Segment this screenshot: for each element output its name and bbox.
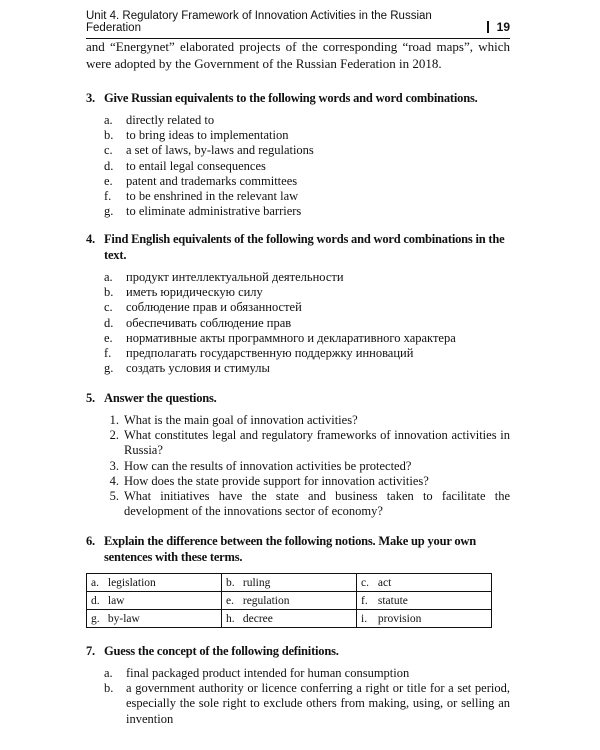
list-item: 4. How does the state provide support for innovation activities? bbox=[109, 473, 429, 488]
list-item: b. иметь юридическую силу bbox=[104, 285, 263, 300]
list-item: d. обеспечивать соблюдение прав bbox=[104, 315, 292, 330]
list-item: f. предполагать государственную поддержку инноваций bbox=[104, 346, 414, 361]
list-item: e. patent and trademarks committees bbox=[104, 173, 298, 188]
list-item: g. to eliminate administrative barriers bbox=[104, 204, 302, 219]
list-item: 2. What constitutes legal and regulatory frameworks of innovation activities in Russia? bbox=[109, 428, 510, 458]
table-row bbox=[87, 610, 492, 628]
exercise-6 bbox=[86, 533, 510, 628]
list-item: a. продукт интеллектуальной деятельности bbox=[104, 270, 344, 284]
list-item: 1. What is the main goal of innovation activities? bbox=[109, 413, 358, 427]
table-cell: b. ruling bbox=[222, 574, 357, 592]
exercise-7-heading bbox=[86, 643, 510, 659]
exercise-4-title: Find English equivalents of the following words and word combinations in the text. bbox=[104, 232, 505, 262]
header-page bbox=[487, 20, 510, 34]
list-item: f. to be enshrined in the relevant law bbox=[104, 189, 299, 204]
exercise-5 bbox=[86, 390, 510, 519]
exercise-3-heading bbox=[86, 90, 510, 106]
list-item: g. создать условия и стимулы bbox=[104, 361, 270, 376]
table-row bbox=[87, 592, 492, 610]
exercise-3-number: 3. bbox=[86, 91, 95, 105]
list-item: d. to entail legal consequences bbox=[104, 158, 266, 173]
list-item: c. соблюдение прав и обязанностей bbox=[104, 300, 302, 315]
exercise-7-list bbox=[104, 666, 510, 727]
list-item: a. directly related to bbox=[104, 113, 215, 127]
list-item: a. final packaged product intended for human consumption bbox=[104, 666, 410, 680]
running-header bbox=[86, 10, 510, 39]
list-item: c. a set of laws, by-laws and regulations bbox=[104, 143, 314, 158]
exercise-6-number: 6. bbox=[86, 534, 95, 548]
table-cell: c. act bbox=[357, 574, 492, 592]
exercise-4-list bbox=[104, 270, 510, 376]
terms-table bbox=[86, 573, 492, 628]
exercise-5-heading bbox=[86, 390, 510, 406]
list-item: 5. What initiatives have the state and business taken to facilitate the development of the innovations sector of economy? bbox=[109, 489, 510, 519]
exercise-3-list bbox=[104, 113, 510, 219]
exercise-7-title: Guess the concept of the following definitions. bbox=[104, 644, 339, 658]
exercise-7 bbox=[86, 643, 510, 727]
table-cell: a. legislation bbox=[87, 574, 222, 592]
table-cell: i. provision bbox=[357, 610, 492, 628]
header-divider bbox=[487, 21, 489, 33]
list-item: 3. How can the results of innovation activities be protected? bbox=[109, 458, 412, 473]
list-item: e. нормативные акты программного и декларативного характера bbox=[104, 330, 456, 345]
intro-paragraph: and “Energynet” elaborated projects of the corresponding “road maps”, which were adopted by the Government of the Russian Federation in 2018. bbox=[86, 39, 510, 71]
page-number: 19 bbox=[496, 20, 510, 34]
exercise-4-heading bbox=[86, 231, 510, 263]
exercise-7-number: 7. bbox=[86, 644, 95, 658]
table-cell: g. by-law bbox=[87, 610, 222, 628]
table-cell: e. regulation bbox=[222, 592, 357, 610]
table-cell: f. statute bbox=[357, 592, 492, 610]
exercise-5-list bbox=[100, 413, 510, 519]
exercise-5-title: Answer the questions. bbox=[104, 391, 217, 405]
exercise-4-number: 4. bbox=[86, 232, 95, 246]
exercise-3-title: Give Russian equivalents to the following words and word combinations. bbox=[104, 91, 478, 105]
table-cell: h. decree bbox=[222, 610, 357, 628]
list-item: b. to bring ideas to implementation bbox=[104, 128, 289, 143]
exercise-6-title: Explain the difference between the following notions. Make up your own sentences with these terms. bbox=[104, 534, 477, 564]
exercise-6-heading bbox=[86, 533, 510, 565]
exercise-5-number: 5. bbox=[86, 391, 95, 405]
table-row bbox=[87, 574, 492, 592]
header-title: Unit 4. Regulatory Framework of Innovation Activities in the Russian Federation bbox=[86, 10, 432, 34]
table-cell: d. law bbox=[87, 592, 222, 610]
exercise-4 bbox=[86, 231, 510, 376]
exercise-3 bbox=[86, 90, 510, 219]
list-item: b. a government authority or licence conferring a right or title for a set period, especially the sole right to exclude others from making, using, or selling an invention bbox=[104, 681, 510, 726]
